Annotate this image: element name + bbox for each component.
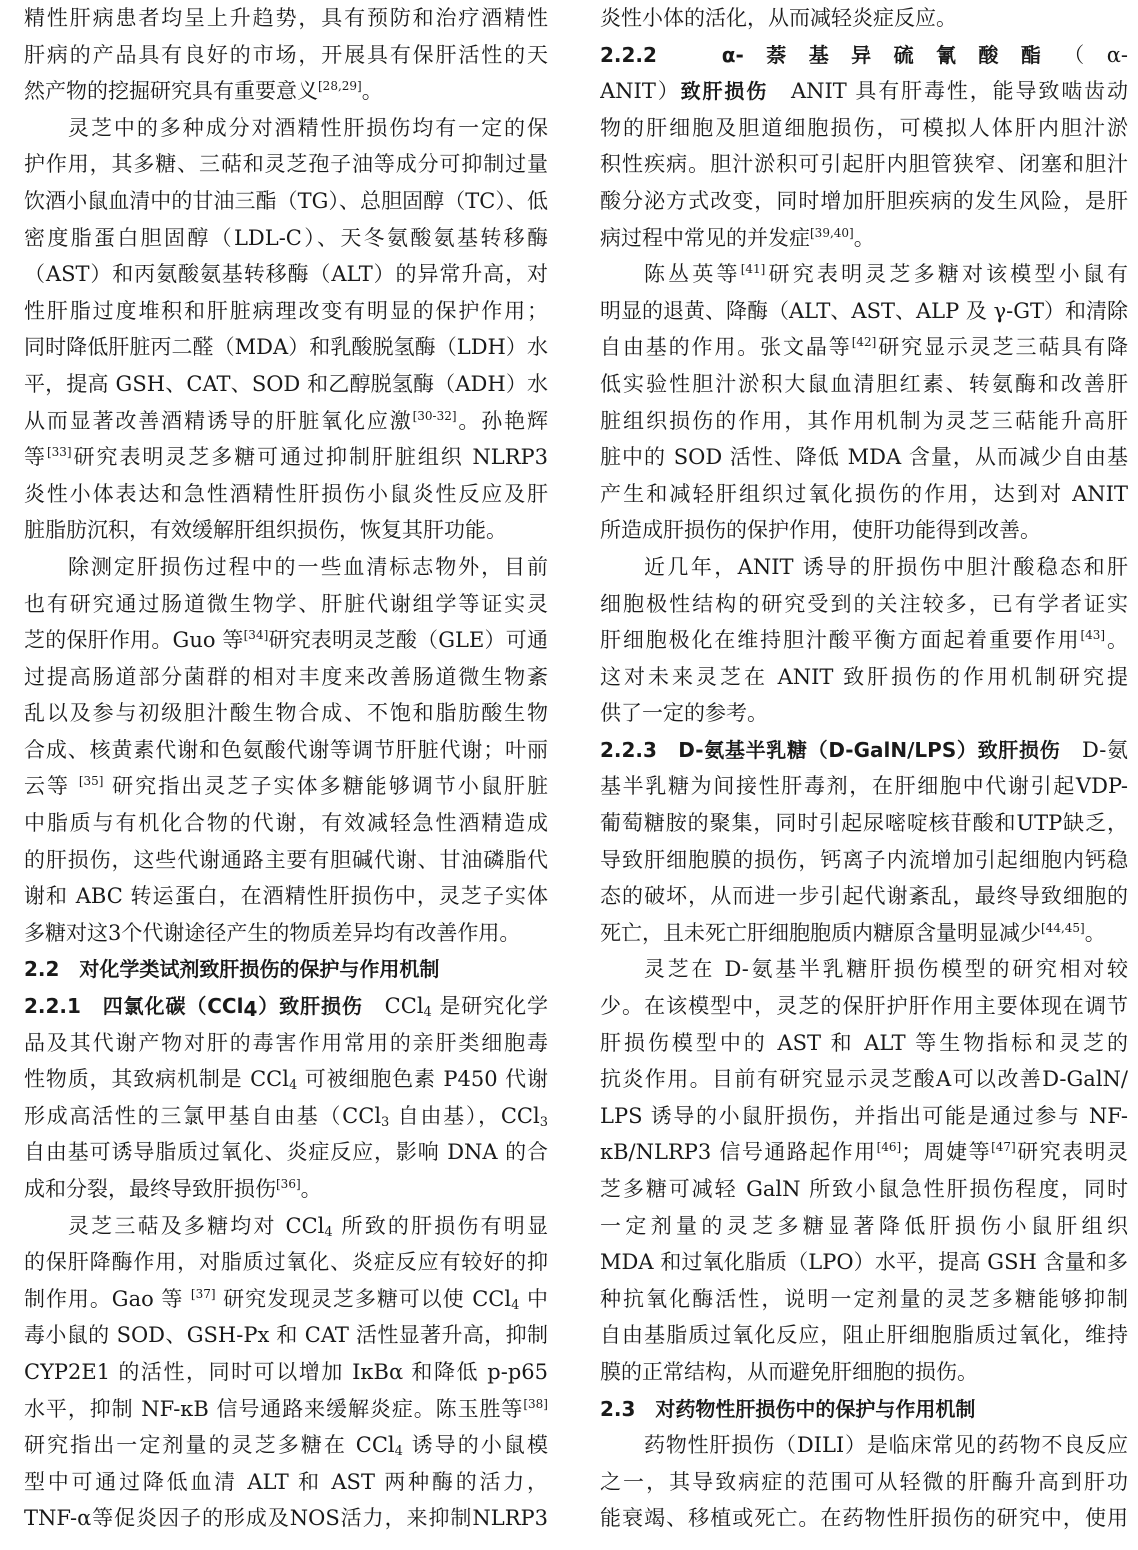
text-run: CCl — [362, 994, 424, 1019]
text-run: 所致的肝损伤有明显 — [332, 1213, 548, 1238]
text-run: 水平，抑制 NF-κB 信号通路来缓解炎症。陈玉胜等 — [24, 1396, 524, 1421]
text-run: 是研究化学 — [431, 994, 548, 1019]
text-run: 研究表明灵 — [1015, 1140, 1128, 1165]
text-run: 多糖对这3个代谢途径产生的物质差异均有改善作用。 — [24, 920, 521, 945]
text-run: 病过程中常见的并发症 — [600, 225, 810, 250]
right-column — [600, 0, 1128, 1537]
text-line — [24, 1281, 548, 1318]
text-run: 诱导的小鼠模 — [402, 1433, 548, 1458]
text-line — [24, 1464, 548, 1501]
text-line — [600, 1427, 1128, 1464]
text-line — [600, 476, 1128, 513]
citation-ref: [35] — [78, 774, 104, 789]
text-line — [600, 1244, 1128, 1281]
text-run: 药物性肝损伤（DILI）是临床常见的药物不良反应 — [644, 1433, 1128, 1458]
text-line — [600, 512, 1128, 549]
text-run: 脏中的 SOD 活性、降低 MDA 含量，从而减少自由基 — [600, 445, 1128, 470]
text-run: 性物质，其致病机制是 CCl — [24, 1067, 289, 1092]
text-line — [24, 1025, 548, 1062]
text-run: 自由基可诱导脂质过氧化、炎症反应，影响 DNA 的合 — [24, 1140, 548, 1165]
text-run: 中脂质与有机化合物的代谢，有效减轻急性酒精造成 — [24, 811, 548, 836]
text-run: 抗炎作用。目前有研究显示灵芝酸A可以改善D-GalN/ — [600, 1067, 1128, 1092]
text-line — [600, 951, 1128, 988]
text-line — [24, 1244, 548, 1281]
text-run: 云等 — [24, 774, 79, 799]
subsection-title: 2.2.1 四氯化碳（CCl — [24, 994, 244, 1019]
text-run: D-氨 — [1060, 737, 1128, 762]
text-run: 积性疾病。胆汁淤积可引起肝内胆管狭窄、闭塞和胆汁 — [600, 152, 1128, 177]
text-run: 中 — [519, 1286, 548, 1311]
citation-ref: [39,40] — [810, 225, 854, 240]
text-run: 肝病的产品具有良好的市场，开展具有保肝活性的天 — [24, 42, 548, 67]
text-line — [600, 329, 1128, 366]
text-run: 研究指出一定剂量的灵芝多糖在 CCl — [24, 1433, 395, 1458]
text-run: 灵芝三萜及多糖均对 CCl — [68, 1213, 325, 1238]
text-run: 乱以及参与初级胆汁酸生物合成、不饱和脂肪酸生物 — [24, 701, 548, 726]
citation-ref: [46] — [876, 1140, 902, 1155]
text-run: 酸分泌方式改变，同时增加肝胆疾病的发生风险，是肝 — [600, 188, 1128, 213]
text-line — [600, 256, 1128, 293]
text-line — [24, 146, 548, 183]
subscript: 3 — [381, 1114, 390, 1130]
text-line — [600, 768, 1128, 805]
text-run: 炎性小体表达和急性酒精性肝损伤小鼠炎性反应及肝 — [24, 481, 548, 506]
left-column — [24, 0, 548, 1537]
text-line — [600, 1098, 1128, 1135]
text-run: 研究指出灵芝子实体多糖能够调节小鼠肝脏 — [103, 774, 548, 799]
text-run: 过提高肠道部分菌群的相对丰度来改善肠道微生物紊 — [24, 664, 548, 689]
text-run: 研究显示灵芝三萜具有降 — [876, 335, 1128, 360]
text-line — [600, 1208, 1128, 1245]
text-run: 然产物的挖掘研究具有重要意义 — [24, 79, 318, 104]
text-run: MDA 和过氧化脂质（LPO）水平，提高 GSH 含量和多 — [600, 1250, 1128, 1275]
text-line — [24, 768, 548, 805]
text-run: 品及其代谢产物对肝的毒害作用常用的亲肝类细胞毒 — [24, 1030, 548, 1055]
text-run: 。 — [1105, 628, 1128, 653]
text-line — [600, 183, 1128, 220]
text-line — [24, 37, 548, 74]
text-line — [24, 732, 548, 769]
citation-ref: [34] — [243, 628, 269, 643]
text-run: 所造成肝损伤的保护作用，使肝功能得到改善。 — [600, 518, 1041, 543]
text-run: 研究发现灵芝多糖可以使 CCl — [215, 1286, 512, 1311]
text-run: 从而显著改善酒精诱导的肝脏氧化应激 — [24, 408, 413, 433]
text-run: 葡萄糖胺的聚集，同时引起尿嘧啶核苷酸和UTP缺乏， — [600, 811, 1128, 836]
text-line — [24, 1171, 548, 1208]
text-line — [24, 1134, 548, 1171]
text-line — [24, 293, 548, 330]
text-run: 。 — [300, 1177, 322, 1201]
text-line — [600, 1354, 1128, 1391]
text-line — [600, 293, 1128, 330]
text-run: 低实验性胆汁淤积大鼠血清胆红素、转氨酶和改善肝 — [600, 371, 1128, 396]
text-run: 等 — [24, 445, 47, 470]
text-line — [24, 366, 548, 403]
text-run: 研究表明灵芝酸（GLE）可通 — [268, 628, 548, 653]
text-run: 陈丛英等 — [644, 262, 741, 287]
text-run: 。 — [361, 79, 383, 104]
text-run: 可被细胞色素 P450 代谢 — [297, 1067, 548, 1092]
text-line — [24, 329, 548, 366]
text-run: 除测定肝损伤过程中的一些血清标志物外，目前 — [68, 554, 548, 579]
text-line — [600, 805, 1128, 842]
text-run: 形成高活性的三氯甲基自由基（CCl — [24, 1103, 382, 1128]
text-run: 研究表明灵芝多糖可通过抑制肝脏组织 NLRP3 — [71, 445, 548, 470]
text-run: 研究表明灵芝多糖对该模型小鼠有 — [765, 262, 1128, 287]
text-run: 。 — [1084, 920, 1106, 945]
text-run: 灵芝中的多种成分对酒精性肝损伤均有一定的保 — [68, 115, 548, 140]
text-run: ANIT 具有肝毒性，能导致啮齿动 — [768, 79, 1128, 104]
text-line — [600, 659, 1128, 696]
text-run: 明显的退黄、降酶（ALT、AST、ALP 及 γ-GT）和清除 — [600, 298, 1128, 323]
text-run: 平，提高 GSH、CAT、SOD 和乙醇脱氢酶（ADH）水 — [24, 371, 548, 396]
text-line — [600, 549, 1128, 586]
text-run: 2.2 对化学类试剂致肝损伤的保护与作用机制 — [24, 957, 440, 982]
text-line — [600, 1281, 1128, 1318]
text-line — [600, 988, 1128, 1025]
text-run: 供了一定的参考。 — [600, 701, 768, 726]
text-line — [600, 915, 1128, 952]
text-run: 型中可通过降低血清 ALT 和 AST 两种酶的活力， — [24, 1469, 548, 1494]
text-run: ；周婕等 — [901, 1140, 992, 1165]
text-run: 制作用。Gao 等 — [24, 1286, 191, 1311]
subsection-title: ）致肝损伤 — [257, 994, 363, 1019]
text-run: 芝多糖可减轻 GalN 所致小鼠急性肝损伤程度，同时 — [600, 1177, 1128, 1201]
text-line — [600, 366, 1128, 403]
text-line — [24, 439, 548, 476]
text-run: 近几年，ANIT 诱导的肝损伤中胆汁酸稳态和肝 — [644, 554, 1128, 579]
section-heading — [600, 1391, 1128, 1428]
subscript: 4 — [324, 1224, 333, 1240]
text-line — [24, 1427, 548, 1464]
text-line — [600, 220, 1128, 257]
text-run: 2.3 对药物性肝损伤中的保护与作用机制 — [600, 1396, 976, 1421]
text-run: 灵芝在 D-氨基半乳糖肝损伤模型的研究相对较 — [644, 957, 1128, 982]
citation-ref: [38] — [523, 1396, 548, 1411]
text-line — [600, 146, 1128, 183]
text-line — [600, 1500, 1128, 1537]
text-run: 种抗氧化酶活性，说明一定剂量的灵芝多糖能够抑制 — [600, 1286, 1128, 1311]
subscript: 4 — [243, 997, 258, 1022]
text-line — [24, 1500, 548, 1537]
text-run: 能衰竭、移植或死亡。在药物性肝损伤的研究中，使用 — [600, 1506, 1128, 1531]
text-line — [24, 988, 548, 1025]
text-line — [24, 1061, 548, 1098]
text-line — [24, 220, 548, 257]
text-run: 自由基的作用。张文晶等 — [600, 335, 852, 360]
text-line — [600, 1317, 1128, 1354]
text-line — [600, 622, 1128, 659]
citation-ref: [44,45] — [1041, 920, 1085, 935]
text-line — [24, 1098, 548, 1135]
text-line — [600, 403, 1128, 440]
text-line — [24, 915, 548, 952]
subsection-title: 2.2.3 D-氨基半乳糖（D-GalN/LPS）致肝损伤 — [600, 737, 1061, 762]
text-run: TNF-α等促炎因子的形成及NOS活力，来抑制NLRP3 — [24, 1506, 548, 1531]
text-run: 性肝脂过度堆积和肝脏病理改变有明显的保护作用； — [24, 298, 548, 323]
text-line — [24, 476, 548, 513]
text-line — [24, 1391, 548, 1428]
text-line — [600, 1061, 1128, 1098]
subsection-title: 致肝损伤 — [680, 79, 769, 104]
text-run: 的肝损伤，这些代谢通路主要有胆碱代谢、甘油磷脂代 — [24, 847, 548, 872]
text-run: 导致肝细胞膜的损伤，钙离子内流增加引起细胞内钙稳 — [600, 847, 1128, 872]
text-run: 脏组织损伤的作用，其作用机制为灵芝三萜能升高肝 — [600, 408, 1128, 433]
subscript: 4 — [423, 1005, 432, 1021]
text-run: ANIT） — [600, 79, 681, 104]
text-run: 芝的保肝作用。Guo 等 — [24, 628, 244, 653]
text-line — [600, 1025, 1128, 1062]
text-run: 成和分裂，最终导致肝损伤 — [24, 1177, 276, 1201]
text-line — [24, 403, 548, 440]
text-run: 毒小鼠的 SOD、GSH-Px 和 CAT 活性显著升高，抑制 — [24, 1323, 548, 1348]
text-line — [24, 1208, 548, 1245]
text-line — [24, 1354, 548, 1391]
text-run: 饮酒小鼠血清中的甘油三酯（TG）、总胆固醇（TC）、低 — [24, 188, 548, 213]
citation-ref: [30-32] — [412, 408, 457, 423]
citation-ref: [41] — [740, 262, 766, 277]
text-line — [24, 110, 548, 147]
citation-ref: [28,29] — [318, 79, 362, 94]
citation-ref: [42] — [851, 335, 877, 350]
text-line — [24, 73, 548, 110]
text-run: 自由基脂质过氧化反应，阻止肝细胞脂质过氧化，维持 — [600, 1323, 1128, 1348]
text-run: 精性肝病患者均呈上升趋势，具有预防和治疗酒精性 — [24, 6, 548, 30]
text-line — [24, 256, 548, 293]
subscript: 4 — [511, 1297, 520, 1313]
text-run: 一定剂量的灵芝多糖显著降低肝损伤小鼠肝组织 — [600, 1213, 1128, 1238]
text-run: 肝损伤模型中的 AST 和 ALT 等生物指标和灵芝的 — [600, 1030, 1128, 1055]
text-line — [600, 1171, 1128, 1208]
text-line — [24, 842, 548, 879]
text-line — [600, 695, 1128, 732]
text-run: 产生和减轻肝组织过氧化损伤的作用，达到对 ANIT — [600, 481, 1128, 506]
text-run: （AST）和丙氨酸氨基转移酶（ALT）的异常升高，对 — [24, 262, 548, 287]
text-run: （α- — [1063, 42, 1128, 67]
text-run: 炎性小体的活化，从而减轻炎症反应。 — [600, 6, 957, 30]
text-run: 少。在该模型中，灵芝的保肝护肝作用主要体现在调节 — [600, 994, 1128, 1019]
text-line — [600, 73, 1128, 110]
text-run: 合成、核黄素代谢和色氨酸代谢等调节肝脏代谢；叶丽 — [24, 737, 548, 762]
text-run: 基半乳糖为间接性肝毒剂，在肝细胞中代谢引起VDP- — [600, 774, 1128, 799]
text-run: 态的破坏，从而进一步引起代谢紊乱，最终导致细胞的 — [600, 884, 1128, 909]
text-run: 谢和 ABC 转运蛋白，在酒精性肝损伤中，灵芝子实体 — [24, 884, 548, 909]
citation-ref: [33] — [46, 445, 72, 460]
text-run: 。孙艳辉 — [456, 408, 548, 433]
citation-ref: [36] — [276, 1177, 301, 1191]
text-run: 膜的正常结构，从而避免肝细胞的损伤。 — [600, 1359, 978, 1384]
text-line — [600, 878, 1128, 915]
text-line — [600, 586, 1128, 623]
text-line — [600, 1134, 1128, 1171]
text-line — [24, 183, 548, 220]
text-line — [24, 0, 548, 37]
citation-ref: [47] — [991, 1140, 1016, 1155]
text-line — [24, 878, 548, 915]
citation-ref: [43] — [1080, 628, 1106, 643]
text-run: 细胞极性结构的研究受到的关注较多，已有学者证实 — [600, 591, 1128, 616]
text-run: LPS 诱导的小鼠肝损伤，并指出可能是通过参与 NF- — [600, 1103, 1128, 1128]
text-run: 自由基），CCl — [389, 1103, 540, 1128]
text-line — [600, 0, 1128, 37]
text-run: 肝细胞极化在维持胆汁酸平衡方面起着重要作用 — [600, 628, 1081, 653]
text-line — [600, 732, 1128, 769]
text-run: 之一，其导致病症的范围可从轻微的肝酶升高到肝功 — [600, 1469, 1128, 1494]
section-heading — [24, 951, 548, 988]
text-run: CYP2E1 的活性，同时可以增加 IκBα 和降低 p-p65 — [24, 1359, 548, 1384]
text-line — [600, 842, 1128, 879]
text-line — [600, 37, 1128, 74]
text-line — [24, 805, 548, 842]
text-line — [24, 659, 548, 696]
text-run: 同时降低肝脏丙二醛（MDA）和乳酸脱氢酶（LDH）水 — [24, 335, 548, 360]
text-run: 的保肝降酶作用，对脂质过氧化、炎症反应有较好的抑 — [24, 1250, 548, 1275]
citation-ref: [37] — [190, 1286, 216, 1301]
text-line — [24, 1317, 548, 1354]
subscript: 3 — [539, 1114, 548, 1130]
subscript: 4 — [394, 1444, 403, 1460]
text-run: 也有研究通过肠道微生物学、肝脏代谢组学等证实灵 — [24, 591, 548, 616]
text-run: 护作用，其多糖、三萜和灵芝孢子油等成分可抑制过量 — [24, 152, 548, 177]
subscript: 4 — [288, 1078, 298, 1094]
text-run: 物的肝细胞及胆道细胞损伤，可模拟人体肝内胆汁淤 — [600, 115, 1128, 140]
text-line — [600, 110, 1128, 147]
text-run: κB/NLRP3 信号通路起作用 — [600, 1140, 877, 1165]
text-line — [24, 549, 548, 586]
text-run: 死亡，且未死亡肝细胞胞质内糖原含量明显减少 — [600, 920, 1041, 945]
text-line — [24, 622, 548, 659]
text-line — [24, 586, 548, 623]
text-run: 。 — [853, 225, 875, 250]
text-run: 这对未来灵芝在 ANIT 致肝损伤的作用机制研究提 — [600, 664, 1128, 689]
subsection-title: 2.2.2 α-萘基异硫氰酸酯 — [600, 42, 1064, 67]
text-run: 密度脂蛋白胆固醇（LDL-C）、天冬氨酸氨基转移酶 — [24, 225, 548, 250]
text-line — [600, 1464, 1128, 1501]
text-line — [24, 695, 548, 732]
text-line — [24, 512, 548, 549]
text-line — [600, 439, 1128, 476]
text-run: 脏脂肪沉积，有效缓解肝组织损伤，恢复其肝功能。 — [24, 518, 507, 543]
